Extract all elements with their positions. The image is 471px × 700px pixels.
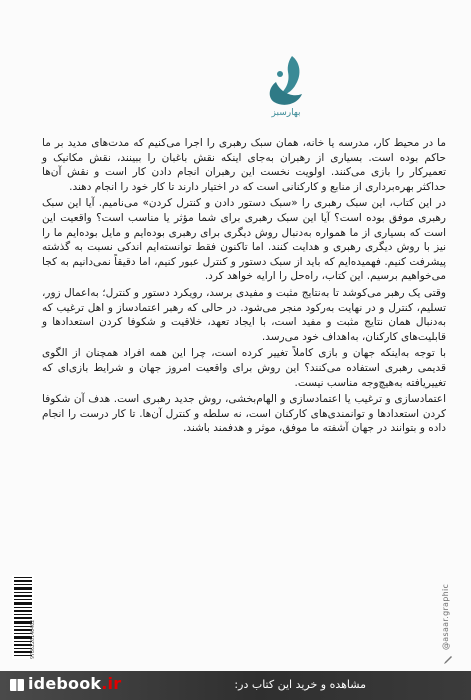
- paragraph-1: ما در محیط کار، مدرسه یا خانه، همان سبک رهبری را اجرا می‌کنیم که مدت‌های مدید بر ما حاکم بوده است. بسیاری از رهبران به‌جای اینکه نقش باغبان را ببینند، نقش مکانیک و تعمیرکار را بازی می‌کنند. اولویت نخست این رهبران انجام دادن کار است و نقش آن‌ها حداکثر بهره‌برداری از منابع و کارکنانی است که در اختیار دارند تا کار خود را انجام دهند.: [42, 137, 446, 193]
- brand-suffix: .ir: [101, 674, 122, 693]
- publisher-name: بهارسبز: [271, 108, 301, 118]
- publisher-logo-icon: [262, 52, 310, 112]
- promo-label: مشاهده و خرید این کتاب در:: [234, 678, 366, 691]
- designer-handle: @asaar.graphic: [441, 583, 450, 650]
- paragraph-4: با توجه به‌اینکه جهان و بازی کاملاً تغییر کرده است، چرا این همه افراد همچنان از الگوی قدیمی رهبری استفاده می‌کنند؟ این روش برای واقعیت امروز جهان و شرایط بازی‌ای که تغییریافته به‌هیچ‌وجه مناسب نیست.: [42, 347, 446, 389]
- paragraph-3: وقتی یک رهبر می‌کوشد تا به‌نتایج مثبت و مفیدی برسد، رویکرد دستور و کنترل؛ به‌اعمال زور، تسلیم، کنترل و در نهایت به‌رکود منجر می‌شود. در حالی که رهبر اعتمادساز و اهل ترغیب که به‌دنبال همان نتایج مثبت و مفید است، با ایجاد تعهد، خلاقیت و شکوفا کردن استعدادها و قابلیت‌های کارکنان، به‌اهداف خود می‌رسد.: [42, 286, 446, 343]
- brand-main: idebook: [28, 674, 102, 693]
- brand-link[interactable]: [28, 674, 121, 696]
- paragraph-2: در این کتاب، این سبک رهبری را «سبک دستور دادن و کنترل کردن» می‌نامیم. آیا این سبک رهبری موفق بوده است؟ آیا این سبک رهبری برای شما مؤثر یا مناسب است؟ واقعیت این است که بسیاری از ما همواره به‌دنبال روش دیگری برای رهبری بوده‌ایم و مایل بوده‌ایم ما را نیز با روش دیگری رهبری و هدایت کنند. اما تاکنون فقط توانسته‌ایم اندکی نسبت به گذشته پیشرفت کنیم. فهمیده‌ایم که باید از سبک دستور و کنترل عبور کنیم، اما دقیقاً نمی‌دانیم به کجا می‌خواهیم برسیم. این کتاب، راه‌حل را ارایه خواهد کرد.: [42, 197, 446, 283]
- paragraph-5: اعتمادسازی و ترغیب یا اعتمادسازی و الهام‌بخشی، روش جدید رهبری است. هدف آن شکوفا کردن استعدادها و توانمندی‌های کارکنان است، نه سلطه و کنترل آن‌ها. تا کار درست را انجام داده و بتوانند در جهان آشفته ما موفق، موثر و هدفمند باشند.: [42, 393, 446, 435]
- barcode-number: 9786226140402: [30, 619, 36, 659]
- pen-icon: [443, 655, 453, 665]
- book-icon: [8, 676, 26, 694]
- back-cover-text: [42, 136, 446, 438]
